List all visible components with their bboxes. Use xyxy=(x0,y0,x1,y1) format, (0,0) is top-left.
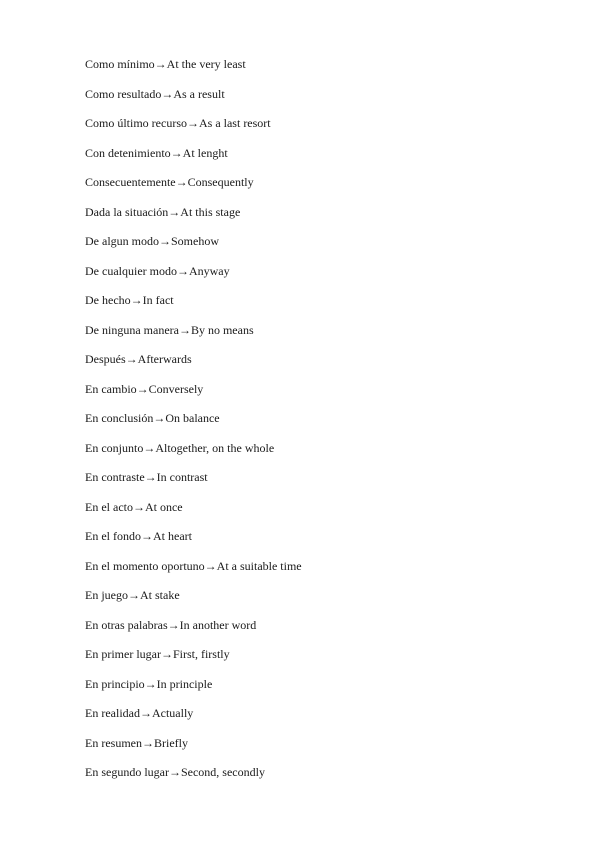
phrase-entry: En realidad→Actually xyxy=(85,706,194,720)
phrase-entry: En otras palabras→In another word xyxy=(85,617,257,632)
phrase-entry: En principio→In principle xyxy=(85,676,213,691)
phrase-entry: Como último recurso→As a last resort xyxy=(85,116,271,130)
phrase-list xyxy=(85,55,302,793)
phrase-entry: En primer lugar→First, firstly xyxy=(85,647,230,661)
phrase-entry: En juego→At stake xyxy=(85,588,180,602)
phrase-entry: Como resultado→As a result xyxy=(85,86,225,101)
phrase-entry: En conclusión→On balance xyxy=(85,411,220,425)
phrase-entry: Consecuentemente→Consequently xyxy=(85,175,254,189)
phrase-entry: En cambio→Conversely xyxy=(85,381,204,396)
phrase-entry: De ninguna manera→By no means xyxy=(85,322,254,337)
phrase-entry: Dada la situación→At this stage xyxy=(85,204,241,219)
phrase-entry: En el acto→At once xyxy=(85,499,183,514)
phrase-entry: De cualquier modo→Anyway xyxy=(85,263,230,278)
phrase-entry: Como mínimo→At the very least xyxy=(85,57,246,71)
phrase-entry: De algun modo→Somehow xyxy=(85,234,219,248)
phrase-entry: En el fondo→At heart xyxy=(85,529,192,543)
phrase-entry: De hecho→In fact xyxy=(85,293,174,307)
phrase-entry: En el momento oportuno→At a suitable time xyxy=(85,558,302,573)
phrase-entry: En contraste→In contrast xyxy=(85,470,208,484)
phrase-entry: Con detenimiento→At lenght xyxy=(85,145,228,160)
phrase-entry: En resumen→Briefly xyxy=(85,735,188,750)
phrase-entry: En conjunto→Altogether, on the whole xyxy=(85,440,275,455)
phrase-entry: Después→Afterwards xyxy=(85,352,192,366)
phrase-entry: En segundo lugar→Second, secondly xyxy=(85,765,265,779)
